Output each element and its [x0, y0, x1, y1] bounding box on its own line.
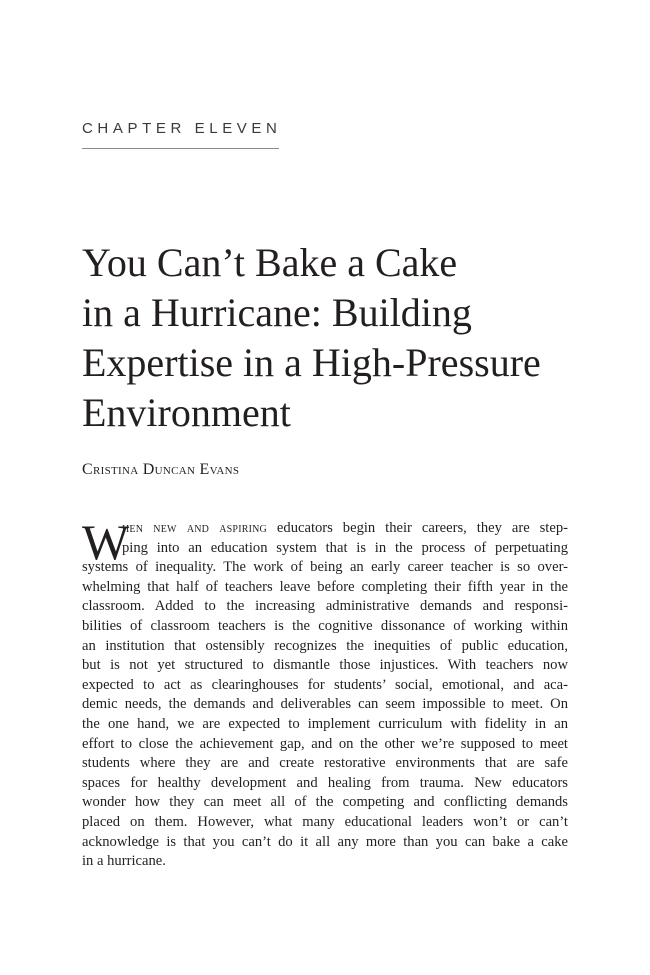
chapter-label: CHAPTER ELEVEN: [82, 120, 282, 137]
paragraph-line: systems of inequality. The work of being an early career teacher is so over-: [82, 559, 568, 576]
paragraph-line: an institution that ostensibly recognizes the inequities of public education,: [82, 637, 568, 654]
paragraph-line: but is not yet structured to dismantle those injustices. With teachers now: [82, 657, 568, 674]
body-paragraph: [82, 514, 568, 872]
paragraph-line-text: educators begin their careers, they are step-: [266, 520, 568, 536]
paragraph-line: wonder how they can meet all of the competing and conflicting demands: [82, 794, 568, 811]
paragraph-line: spaces for healthy development and healing from trauma. New educators: [82, 774, 568, 791]
chapter-title-line: You Can’t Bake a Cake: [82, 240, 458, 285]
author-name: Cristina Duncan Evans: [82, 461, 240, 478]
chapter-title-line: Expertise in a High-Pressure: [82, 340, 541, 385]
lead-in-small-caps: hen new and aspiring: [122, 520, 267, 536]
chapter-divider: [82, 148, 279, 149]
paragraph-line: whelming that half of teachers leave before completing their fifth year in the: [82, 578, 568, 595]
paragraph-line: effort to close the achievement gap, and on the other we’re supposed to meet: [82, 735, 568, 752]
paragraph-line: ping into an education system that is in the process of perpetuating: [122, 539, 568, 556]
chapter-title-line: in a Hurricane: Building: [82, 290, 472, 335]
paragraph-line: demic needs, the demands and deliverables can seem impossible to meet. On: [82, 696, 568, 713]
paragraph-line: [82, 519, 568, 539]
paragraph-line: students where they are and create restorative environments that are safe: [82, 755, 568, 772]
paragraph-line: in a hurricane.: [82, 853, 166, 870]
paragraph-line: the one hand, we are expected to implement curriculum with fidelity in an: [82, 715, 568, 732]
paragraph-line: placed on them. However, what many educational leaders won’t or can’t: [82, 813, 568, 830]
paragraph-line: acknowledge is that you can’t do it all any more than you can bake a cake: [82, 833, 568, 850]
paragraph-line: expected to act as clearinghouses for students’ social, emotional, and aca-: [82, 676, 568, 693]
paragraph-line: bilities of classroom teachers is the cognitive dissonance of working within: [82, 617, 568, 634]
chapter-title-line: Environment: [82, 390, 291, 435]
drop-cap: W: [82, 514, 130, 570]
paragraph-line: classroom. Added to the increasing administrative demands and responsi-: [82, 598, 568, 615]
chapter-title: [82, 238, 622, 438]
